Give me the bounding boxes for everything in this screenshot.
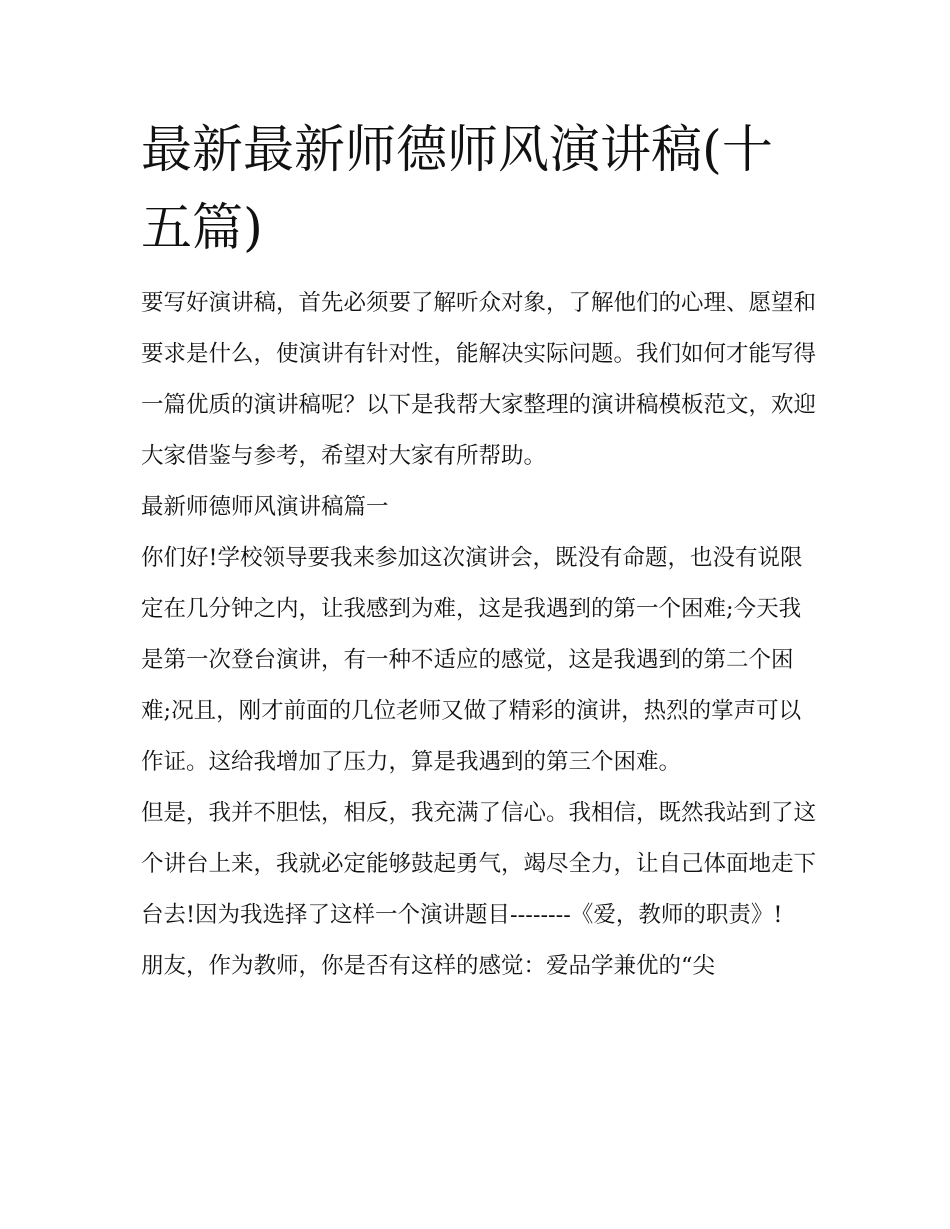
body-paragraph: 你们好!学校领导要我来参加这次演讲会，既没有命题，也没有说限定在几分钟之内，让我感到为难，这是我遇到的第一个困难;今天我是第一次登台演讲，有一种不适应的感觉，这是我遇到的第二个困难;况且，刚才前面的几位老师又做了精彩的演讲，热烈的掌声可以作证。这给我增加了压力，算是我遇到的第三个困难。 — [141, 545, 803, 775]
intro-paragraph: 要写好演讲稿，首先必须要了解听众对象，了解他们的心理、愿望和要求是什么，使演讲有针对性，能解决实际问题。我们如何才能写得一篇优质的演讲稿呢？以下是我帮大家整理的演讲稿模板范文，欢迎大家借鉴与参考，希望对大家有所帮助。 — [141, 290, 817, 469]
document-body — [141, 278, 817, 992]
document-title: 最新最新师德师风演讲稿(十五篇) — [141, 121, 773, 258]
body-paragraph: 朋友，作为教师，你是否有这样的感觉：爱品学兼优的“尖 — [141, 953, 716, 979]
body-paragraph: 但是，我并不胆怯，相反，我充满了信心。我相信，既然我站到了这个讲台上来，我就必定能够鼓起勇气，竭尽全力，让自己体面地走下台去!因为我选择了这样一个演讲题目--------《爱，教师的职责》! — [141, 800, 817, 928]
section-heading: 最新师德师风演讲稿篇一 — [141, 494, 389, 520]
